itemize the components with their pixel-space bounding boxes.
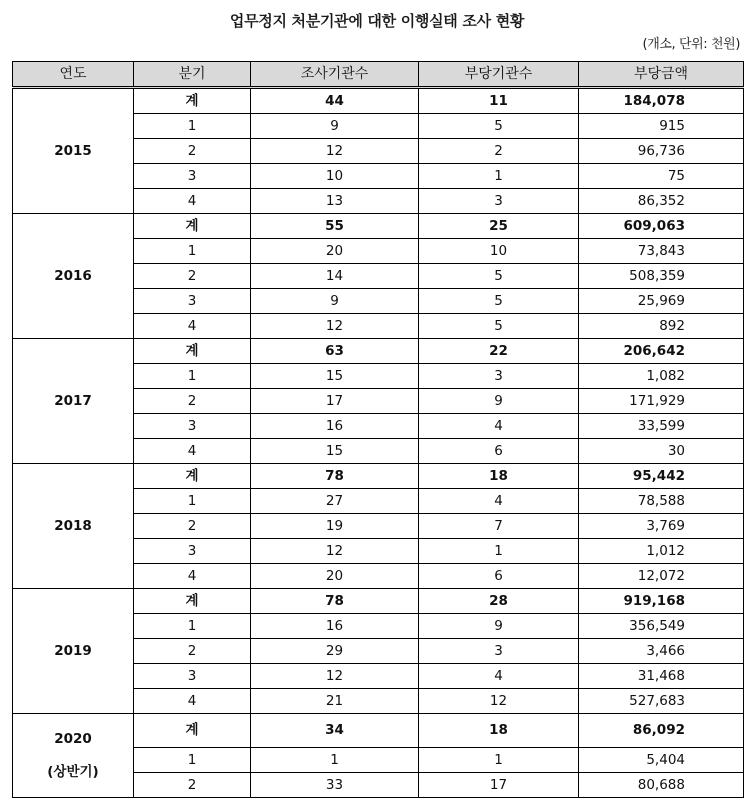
year-label: 2016	[54, 268, 92, 284]
header-row	[13, 62, 744, 88]
quarter-cell: 3	[134, 539, 251, 564]
year-label: 2017	[54, 393, 92, 409]
quarter-cell: 1	[134, 364, 251, 389]
amount-cell: 356,549	[579, 614, 744, 639]
year-label: 2019	[54, 643, 92, 659]
year-label: 2020	[54, 730, 92, 747]
header-year: 연도	[13, 62, 134, 88]
improper-cell: 4	[419, 489, 579, 514]
amount-cell: 527,683	[579, 689, 744, 714]
improper-cell: 12	[419, 689, 579, 714]
improper-cell: 5	[419, 314, 579, 339]
amount-cell: 5,404	[579, 748, 744, 773]
unit-note: (개소, 단위: 천원)	[642, 37, 740, 52]
investigated-cell: 15	[251, 439, 419, 464]
investigated-cell: 20	[251, 239, 419, 264]
investigated-cell: 55	[251, 214, 419, 239]
header-quarter: 분기	[134, 62, 251, 88]
investigated-cell: 10	[251, 164, 419, 189]
investigated-cell: 34	[251, 714, 419, 748]
table-row-total	[13, 589, 744, 614]
improper-cell: 6	[419, 564, 579, 589]
improper-cell: 6	[419, 439, 579, 464]
improper-cell: 1	[419, 539, 579, 564]
quarter-cell: 계	[134, 214, 251, 239]
year-cell	[13, 589, 134, 714]
amount-cell: 609,063	[579, 214, 744, 239]
year-cell	[13, 339, 134, 464]
quarter-cell: 계	[134, 714, 251, 748]
improper-cell: 9	[419, 614, 579, 639]
improper-cell: 5	[419, 264, 579, 289]
year-label: 2018	[54, 518, 92, 534]
amount-cell: 75	[579, 164, 744, 189]
table-row-total	[13, 88, 744, 114]
quarter-cell: 1	[134, 489, 251, 514]
amount-cell: 508,359	[579, 264, 744, 289]
table-row-total	[13, 339, 744, 364]
quarter-cell: 계	[134, 339, 251, 364]
improper-cell: 18	[419, 714, 579, 748]
header-improper: 부당기관수	[419, 62, 579, 88]
improper-cell: 7	[419, 514, 579, 539]
quarter-cell: 3	[134, 664, 251, 689]
amount-cell: 30	[579, 439, 744, 464]
year-cell	[13, 714, 134, 798]
investigated-cell: 1	[251, 748, 419, 773]
improper-cell: 5	[419, 114, 579, 139]
investigated-cell: 17	[251, 389, 419, 414]
investigated-cell: 19	[251, 514, 419, 539]
investigated-cell: 20	[251, 564, 419, 589]
quarter-cell: 1	[134, 239, 251, 264]
investigated-cell: 21	[251, 689, 419, 714]
amount-cell: 919,168	[579, 589, 744, 614]
year-cell	[13, 214, 134, 339]
quarter-cell: 4	[134, 189, 251, 214]
investigated-cell: 12	[251, 664, 419, 689]
quarter-cell: 2	[134, 139, 251, 164]
year-cell	[13, 464, 134, 589]
quarter-cell: 3	[134, 164, 251, 189]
table-row-total	[13, 464, 744, 489]
investigated-cell: 12	[251, 314, 419, 339]
amount-cell: 915	[579, 114, 744, 139]
amount-cell: 78,588	[579, 489, 744, 514]
quarter-cell: 계	[134, 464, 251, 489]
improper-cell: 3	[419, 364, 579, 389]
quarter-cell: 1	[134, 114, 251, 139]
document-title: 업무정지 처분기관에 대한 이행실태 조사 현황	[229, 12, 525, 30]
improper-cell: 18	[419, 464, 579, 489]
amount-cell: 86,092	[579, 714, 744, 748]
investigated-cell: 16	[251, 614, 419, 639]
amount-cell: 3,769	[579, 514, 744, 539]
quarter-cell: 계	[134, 88, 251, 114]
year-note: (상반기)	[47, 763, 99, 780]
improper-cell: 22	[419, 339, 579, 364]
amount-cell: 12,072	[579, 564, 744, 589]
investigated-cell: 12	[251, 539, 419, 564]
amount-cell: 3,466	[579, 639, 744, 664]
quarter-cell: 1	[134, 748, 251, 773]
year-cell	[13, 88, 134, 214]
improper-cell: 9	[419, 389, 579, 414]
quarter-cell: 3	[134, 289, 251, 314]
header-amount: 부당금액	[579, 62, 744, 88]
amount-cell: 892	[579, 314, 744, 339]
improper-cell: 25	[419, 214, 579, 239]
investigated-cell: 33	[251, 773, 419, 798]
amount-cell: 33,599	[579, 414, 744, 439]
investigated-cell: 14	[251, 264, 419, 289]
investigated-cell: 9	[251, 289, 419, 314]
header-investigated: 조사기관수	[251, 62, 419, 88]
amount-cell: 31,468	[579, 664, 744, 689]
investigated-cell: 12	[251, 139, 419, 164]
quarter-cell: 2	[134, 264, 251, 289]
investigated-cell: 29	[251, 639, 419, 664]
investigated-cell: 63	[251, 339, 419, 364]
investigated-cell: 16	[251, 414, 419, 439]
investigated-cell: 78	[251, 589, 419, 614]
investigated-cell: 78	[251, 464, 419, 489]
improper-cell: 4	[419, 664, 579, 689]
quarter-cell: 4	[134, 439, 251, 464]
survey-table	[12, 61, 744, 798]
improper-cell: 1	[419, 748, 579, 773]
improper-cell: 10	[419, 239, 579, 264]
investigated-cell: 44	[251, 88, 419, 114]
improper-cell: 5	[419, 289, 579, 314]
improper-cell: 2	[419, 139, 579, 164]
amount-cell: 73,843	[579, 239, 744, 264]
table-row-total	[13, 214, 744, 239]
quarter-cell: 4	[134, 564, 251, 589]
amount-cell: 95,442	[579, 464, 744, 489]
improper-cell: 3	[419, 189, 579, 214]
quarter-cell: 2	[134, 639, 251, 664]
improper-cell: 11	[419, 88, 579, 114]
quarter-cell: 3	[134, 414, 251, 439]
amount-cell: 25,969	[579, 289, 744, 314]
amount-cell: 206,642	[579, 339, 744, 364]
amount-cell: 1,012	[579, 539, 744, 564]
quarter-cell: 1	[134, 614, 251, 639]
quarter-cell: 2	[134, 514, 251, 539]
amount-cell: 171,929	[579, 389, 744, 414]
quarter-cell: 4	[134, 689, 251, 714]
quarter-cell: 2	[134, 389, 251, 414]
investigated-cell: 9	[251, 114, 419, 139]
investigated-cell: 13	[251, 189, 419, 214]
investigated-cell: 15	[251, 364, 419, 389]
quarter-cell: 계	[134, 589, 251, 614]
improper-cell: 17	[419, 773, 579, 798]
improper-cell: 28	[419, 589, 579, 614]
improper-cell: 3	[419, 639, 579, 664]
improper-cell: 1	[419, 164, 579, 189]
amount-cell: 80,688	[579, 773, 744, 798]
quarter-cell: 4	[134, 314, 251, 339]
investigated-cell: 27	[251, 489, 419, 514]
improper-cell: 4	[419, 414, 579, 439]
year-label: 2015	[54, 143, 92, 159]
table-body	[13, 88, 744, 798]
table-row-total	[13, 714, 744, 748]
quarter-cell: 2	[134, 773, 251, 798]
amount-cell: 96,736	[579, 139, 744, 164]
amount-cell: 86,352	[579, 189, 744, 214]
amount-cell: 184,078	[579, 88, 744, 114]
amount-cell: 1,082	[579, 364, 744, 389]
